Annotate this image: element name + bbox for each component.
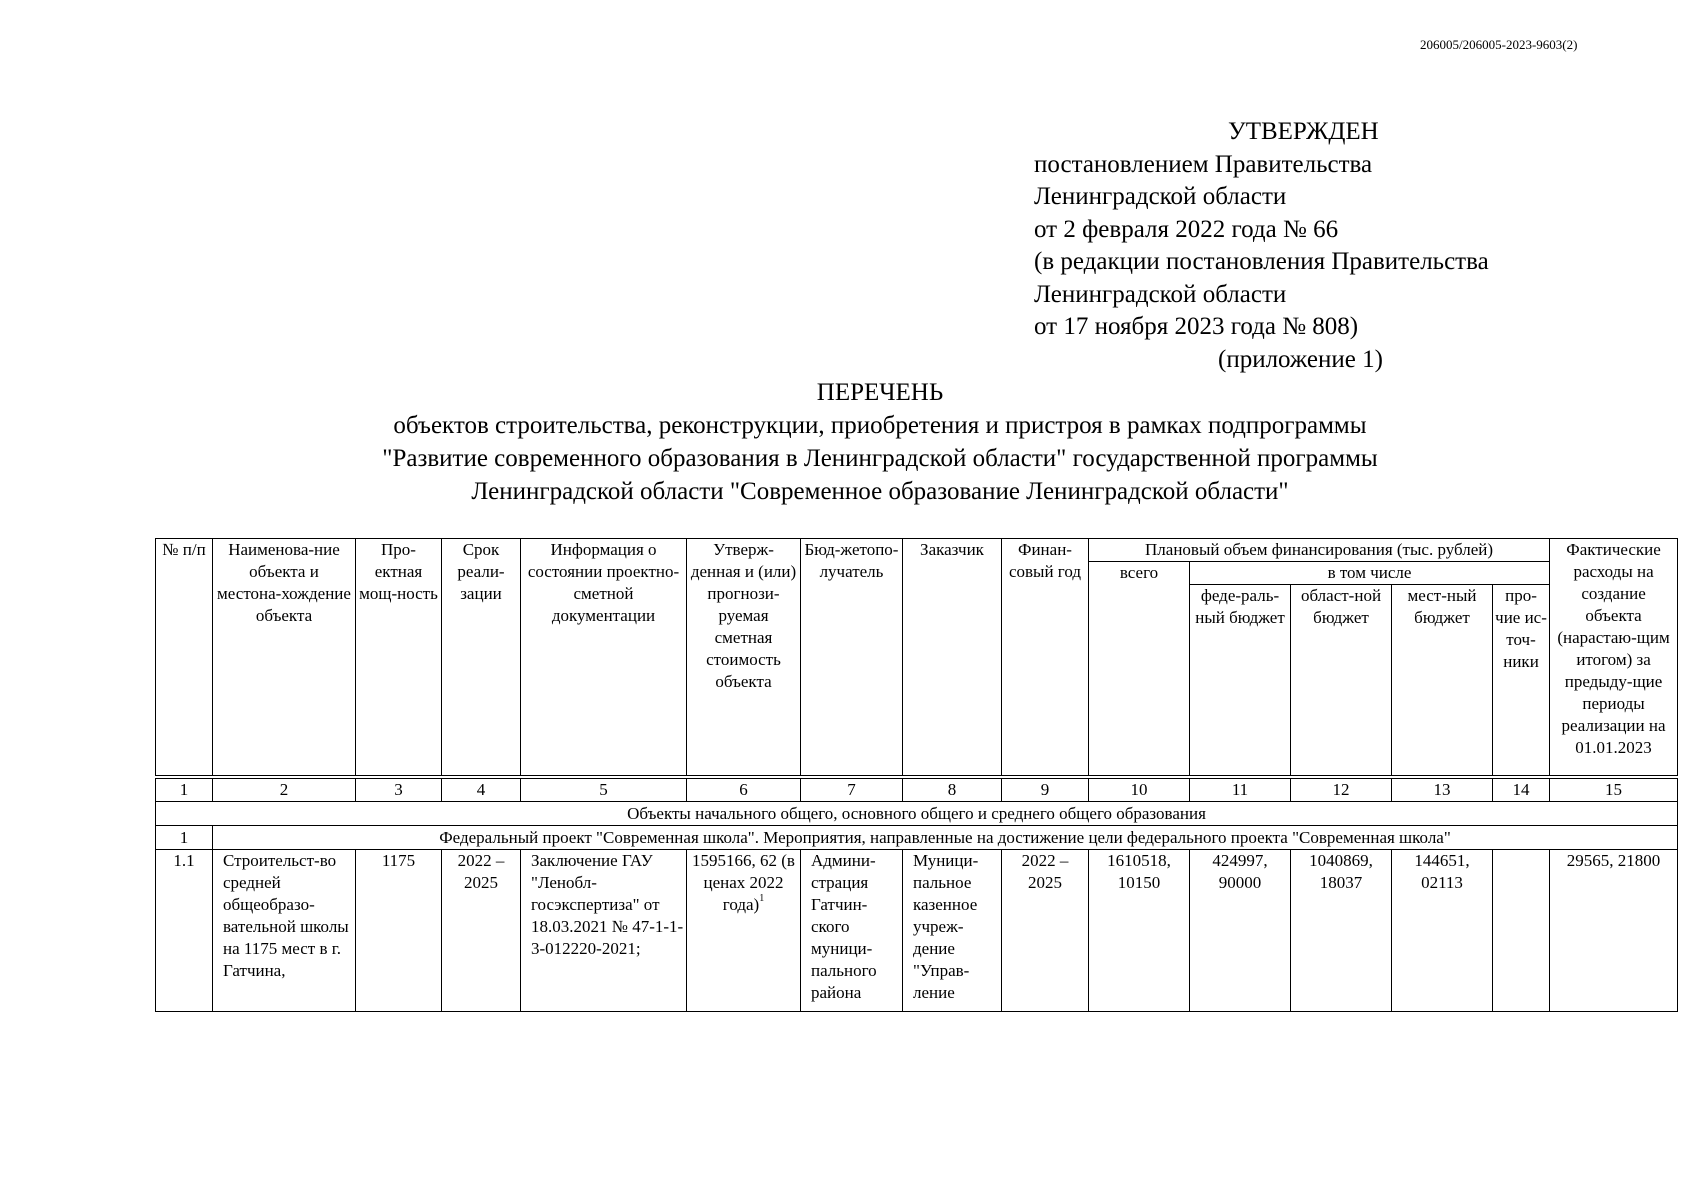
financial-year: 2022 – 2025 <box>1002 850 1089 1012</box>
document-title <box>0 376 1697 508</box>
header-cell: мест-ный бюджет <box>1392 585 1493 776</box>
row-number: 1.1 <box>156 850 213 1012</box>
approval-line: от 2 февраля 2022 года № 66 <box>1034 215 1339 243</box>
objects-table <box>155 538 1678 1012</box>
customer: Муници-пальное казенное учреж-дение "Управ-ление <box>903 850 1002 1012</box>
total-amount: 1610518, 10150 <box>1089 850 1190 1012</box>
header-cell: про-чие ис-точ-ники <box>1493 585 1550 776</box>
title-main: ПЕРЕЧЕНЬ <box>816 379 944 406</box>
section-row <box>156 802 1678 826</box>
column-number: 10 <box>1089 779 1190 802</box>
column-number: 2 <box>213 779 356 802</box>
capacity: 1175 <box>356 850 442 1012</box>
project-row <box>156 826 1678 850</box>
column-number: 12 <box>1291 779 1392 802</box>
budget-recipient: Админи-страция Гатчин-ского муници-пального района <box>801 850 903 1012</box>
header-cell: Срок реали-зации <box>442 539 521 776</box>
approval-stamp <box>1034 116 1489 376</box>
header-cell: Бюд-жетопо-лучатель <box>801 539 903 776</box>
other-sources <box>1493 850 1550 1012</box>
column-number: 4 <box>442 779 521 802</box>
header-cell: всего <box>1089 562 1190 776</box>
project-number: 1 <box>156 826 213 850</box>
column-number: 11 <box>1190 779 1291 802</box>
design-docs: Заключение ГАУ "Ленобл-госэкспертиза" от 18.03.2021 № 47-1-1-3-012220-2021; <box>521 850 687 1012</box>
federal-budget: 424997, 90000 <box>1190 850 1291 1012</box>
column-number: 6 <box>687 779 801 802</box>
actual-expenses: 29565, 21800 <box>1550 850 1678 1012</box>
title-subline: "Развитие современного образования в Ленинградской области" государственной программы <box>382 445 1378 472</box>
column-number: 8 <box>903 779 1002 802</box>
approval-line: (в редакции постановления Правительства <box>1034 248 1489 275</box>
header-row <box>156 539 1678 562</box>
appendix-label: (приложение 1) <box>1218 345 1383 373</box>
column-number: 9 <box>1002 779 1089 802</box>
header-cell: Информация о состоянии проектно-сметной документации <box>521 539 687 776</box>
header-cell-plan: Плановый объем финансирования (тыс. рублей) <box>1089 539 1550 562</box>
header-cell: област-ной бюджет <box>1291 585 1392 776</box>
estimated-cost: 1595166, 62 (в ценах 2022 года) <box>692 851 795 914</box>
column-number: 14 <box>1493 779 1550 802</box>
column-number: 13 <box>1392 779 1493 802</box>
footnote-mark: 1 <box>759 893 765 904</box>
section-title: Объекты начального общего, основного общего и среднего общего образования <box>156 802 1678 826</box>
header-cell: Утверж-денная и (или) прогнози-руемая сметная стоимость объекта <box>687 539 801 776</box>
regional-budget: 1040869, 18037 <box>1291 850 1392 1012</box>
header-cell: Заказчик <box>903 539 1002 776</box>
column-number: 7 <box>801 779 903 802</box>
table-row <box>156 850 1678 1012</box>
approval-line: Ленинградской области <box>1034 183 1287 210</box>
approval-line: Ленинградской области <box>1034 280 1287 308</box>
header-cell: Наименова-ние объекта и местона-хождение объекта <box>213 539 356 776</box>
approval-line: постановлением Правительства <box>1034 150 1373 178</box>
header-cell: № п/п <box>156 539 213 776</box>
period: 2022 – 2025 <box>442 850 521 1012</box>
header-cell: Финан-совый год <box>1002 539 1089 776</box>
approval-heading: УТВЕРЖДЕН <box>1228 118 1379 145</box>
column-number: 3 <box>356 779 442 802</box>
header-cell: Фактические расходы на создание объекта (нарастаю-щим итогом) за предыду-щие периоды реализации на 01.01.2023 <box>1550 539 1678 776</box>
column-number: 15 <box>1550 779 1678 802</box>
approval-line: от 17 ноября 2023 года № 808) <box>1034 313 1359 340</box>
estimated-cost-cell <box>687 850 801 1012</box>
object-name: Строительст-во средней общеобразо-вательной школы на 1175 мест в г. Гатчина, <box>213 850 356 1012</box>
local-budget: 144651, 02113 <box>1392 850 1493 1012</box>
column-number: 5 <box>521 779 687 802</box>
document-id: 206005/206005-2023-9603(2) <box>1420 37 1578 52</box>
header-cell: феде-раль-ный бюджет <box>1190 585 1291 776</box>
project-title: Федеральный проект "Современная школа". Мероприятия, направленные на достижение цели федерального проекта "Современная школа" <box>213 826 1678 850</box>
title-subline: объектов строительства, реконструкции, приобретения и пристроя в рамках подпрограммы <box>393 412 1367 439</box>
header-cell-including: в том числе <box>1190 562 1550 585</box>
column-number: 1 <box>156 779 213 802</box>
title-subline: Ленинградской области "Современное образование Ленинградской области" <box>471 478 1289 505</box>
column-numbers-row <box>156 779 1678 802</box>
header-cell: Про-ектная мощ-ность <box>356 539 442 776</box>
